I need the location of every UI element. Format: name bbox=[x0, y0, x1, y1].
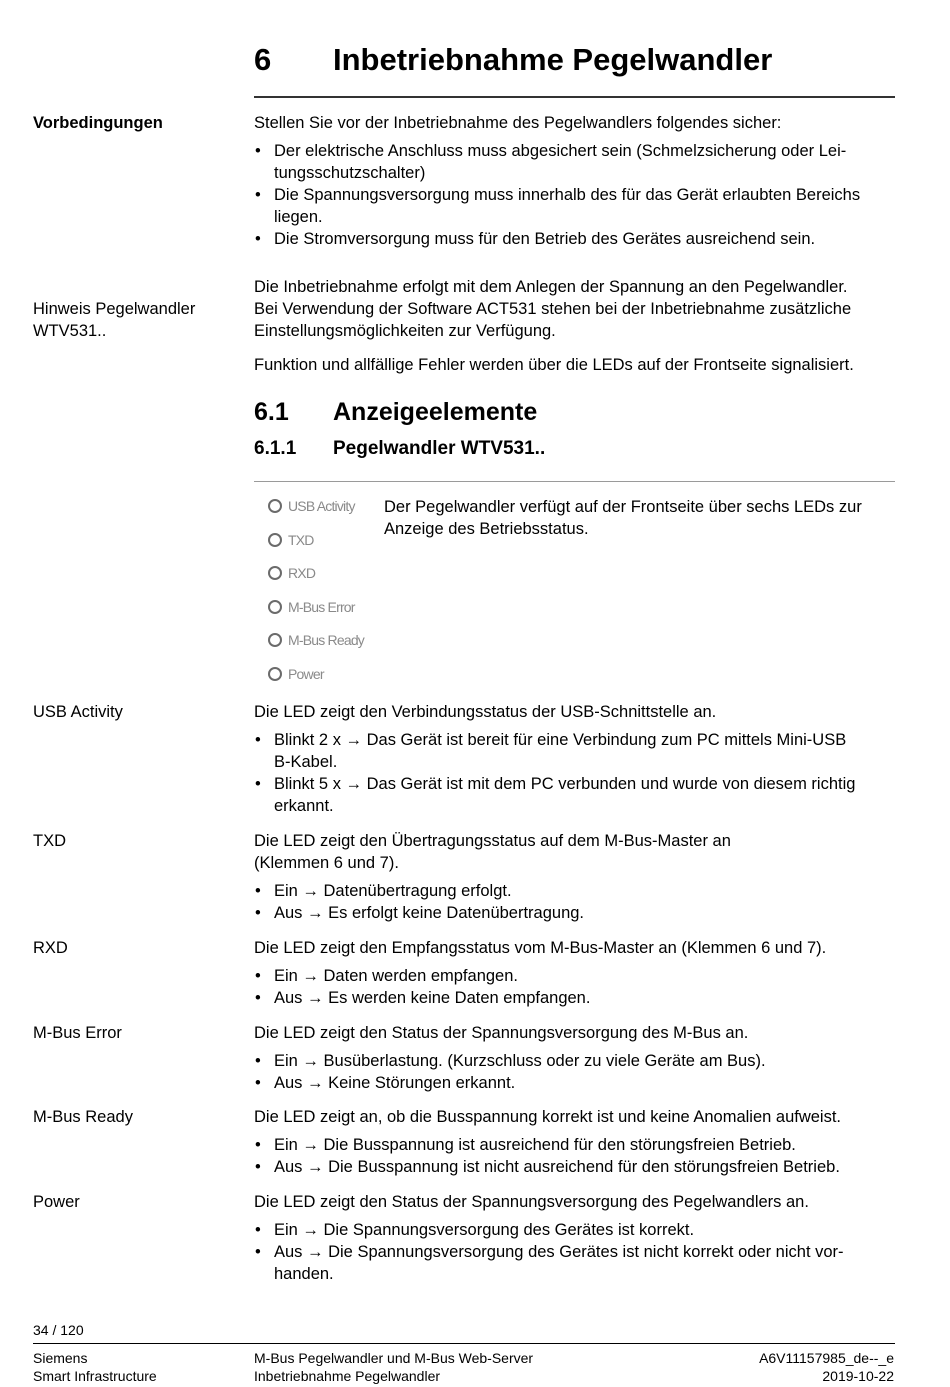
footer-company: Siemens Smart Infrastructure bbox=[33, 1350, 157, 1384]
list-item: • Ein → Die Spannungsversorgung des Gerätes ist korrekt. bbox=[254, 1219, 899, 1241]
prerequisites-label: Vorbedingungen bbox=[33, 114, 163, 132]
footer-document: M-Bus Pegelwandler und M-Bus Web-Server Inbetriebnahme Pegelwandler bbox=[254, 1350, 534, 1384]
chapter-rule bbox=[254, 96, 895, 98]
chapter-title: Inbetriebnahme Pegelwandler bbox=[333, 42, 773, 77]
led-desc-mbus-error: Die LED zeigt den Status der Spannungsversorgung des M-Bus an. • Ein → Busüberlastung. (Kurzschluss oder zu viele Geräte am Bus). • Aus → Keine Störungen erkannt. bbox=[254, 1022, 899, 1094]
list-item: • Die Spannungsversorgung muss innerhalb des für das Gerät erlaubten Bereichs liegen. bbox=[254, 184, 899, 228]
led-desc-usb-activity: Die LED zeigt den Verbindungsstatus der USB-Schnittstelle an. • Blinkt 2 x → Das Gerät ist bereit für eine Verbindung zum PC mittels Mini-USB B-Kabel. • Blinkt 5 x → Das Gerät ist mit dem PC verbunden und wurde von diesem richtig erkannt. bbox=[254, 701, 899, 817]
led-circle-icon bbox=[268, 600, 282, 614]
list-item: • Aus → Es erfolgt keine Datenübertragung. bbox=[254, 902, 899, 924]
list-item: • Ein → Die Busspannung ist ausreichend für den störungsfreien Betrieb. bbox=[254, 1134, 899, 1156]
note-text: Die Inbetriebnahme erfolgt mit dem Anlegen der Spannung an den Pegelwandler. Bei Verwendung der Software ACT531 stehen bei der Inbetriebnahme zusätzliche Einstellungsmöglichkeiten zur Verfügung. bbox=[254, 278, 852, 340]
prerequisites-intro: Stellen Sie vor der Inbetriebnahme des Pegelwandlers folgendes sicher: bbox=[254, 114, 782, 132]
led-label-power: Power bbox=[33, 1193, 80, 1211]
led-indicator: RXD bbox=[268, 563, 315, 583]
note-label: Hinweis Pegelwandler WTV531.. bbox=[33, 300, 196, 340]
led-desc-mbus-ready: Die LED zeigt an, ob die Busspannung korrekt ist und keine Anomalien aufweist. • Ein → Die Busspannung ist ausreichend für den störungsfreien Betrieb. • Aus → Die Busspannung ist nicht ausreichend für den störungsfreien Betrieb. bbox=[254, 1106, 899, 1178]
footer-rule bbox=[33, 1343, 895, 1344]
list-item: • Die Stromversorgung muss für den Betrieb des Gerätes ausreichend sein. bbox=[254, 228, 899, 250]
led-indicator: USB Activity bbox=[268, 496, 355, 516]
led-label-txd: TXD bbox=[33, 832, 66, 850]
led-label-usb-activity: USB Activity bbox=[33, 703, 123, 721]
section-title: Anzeigeelemente bbox=[333, 398, 538, 426]
list-item: • Blinkt 2 x → Das Gerät ist bereit für eine Verbindung zum PC mittels Mini-USB B-Kabel. bbox=[254, 729, 899, 773]
led-desc-txd: Die LED zeigt den Übertragungsstatus auf dem M-Bus-Master an (Klemmen 6 und 7). • Ein → Datenübertragung erfolgt. • Aus → Es erfolgt keine Datenübertragung. bbox=[254, 830, 899, 924]
list-item: • Aus → Die Spannungsversorgung des Gerätes ist nicht korrekt oder nicht vor- handen. bbox=[254, 1241, 899, 1285]
list-item: • Ein → Busüberlastung. (Kurzschluss oder zu viele Geräte am Bus). bbox=[254, 1050, 899, 1072]
led-desc-rxd: Die LED zeigt den Empfangsstatus vom M-Bus-Master an (Klemmen 6 und 7). • Ein → Daten werden empfangen. • Aus → Es werden keine Daten empfangen. bbox=[254, 937, 899, 1009]
function-text: Funktion und allfällige Fehler werden über die LEDs auf der Frontseite signalisiert. bbox=[254, 356, 854, 374]
led-circle-icon bbox=[268, 667, 282, 681]
led-indicator: Power bbox=[268, 664, 324, 684]
list-item: • Ein → Daten werden empfangen. bbox=[254, 965, 899, 987]
prerequisites-block bbox=[254, 112, 899, 250]
led-circle-icon bbox=[268, 566, 282, 580]
led-label-mbus-ready: M-Bus Ready bbox=[33, 1108, 133, 1126]
list-item: • Aus → Es werden keine Daten empfangen. bbox=[254, 987, 899, 1009]
list-item: • Aus → Keine Störungen erkannt. bbox=[254, 1072, 899, 1094]
led-circle-icon bbox=[268, 533, 282, 547]
section-number: 6.1 bbox=[254, 398, 289, 426]
chapter-number: 6 bbox=[254, 42, 272, 77]
led-label-mbus-error: M-Bus Error bbox=[33, 1024, 122, 1042]
subsection-title: Pegelwandler WTV531.. bbox=[333, 438, 546, 459]
led-circle-icon bbox=[268, 633, 282, 647]
led-indicator: M-Bus Error bbox=[268, 597, 355, 617]
led-label-rxd: RXD bbox=[33, 939, 68, 957]
list-item: • Blinkt 5 x → Das Gerät ist mit dem PC verbunden und wurde von diesem richtig erkannt. bbox=[254, 773, 899, 817]
led-indicator: M-Bus Ready bbox=[268, 630, 364, 650]
page-number: 34 / 120 bbox=[33, 1322, 84, 1338]
subsection-rule bbox=[254, 481, 895, 482]
led-circle-icon bbox=[268, 499, 282, 513]
footer-doc-id: A6V11157985_de--_e 2019-10-22 bbox=[759, 1350, 894, 1384]
led-panel-description: Der Pegelwandler verfügt auf der Frontseite über sechs LEDs zur Anzeige des Betriebsstatus. bbox=[384, 498, 862, 538]
led-desc-power: Die LED zeigt den Status der Spannungsversorgung des Pegelwandlers an. • Ein → Die Spannungsversorgung des Gerätes ist korrekt. • Aus → Die Spannungsversorgung des Gerätes ist nicht korrekt oder nicht vor- handen. bbox=[254, 1191, 899, 1285]
list-item: • Ein → Datenübertragung erfolgt. bbox=[254, 880, 899, 902]
prerequisites-list bbox=[254, 140, 899, 250]
list-item: • Aus → Die Busspannung ist nicht ausreichend für den störungsfreien Betrieb. bbox=[254, 1156, 899, 1178]
list-item: • Der elektrische Anschluss muss abgesichert sein (Schmelzsicherung oder Lei- tungsschutzschalter) bbox=[254, 140, 899, 184]
led-indicator: TXD bbox=[268, 530, 314, 550]
subsection-number: 6.1.1 bbox=[254, 438, 297, 459]
